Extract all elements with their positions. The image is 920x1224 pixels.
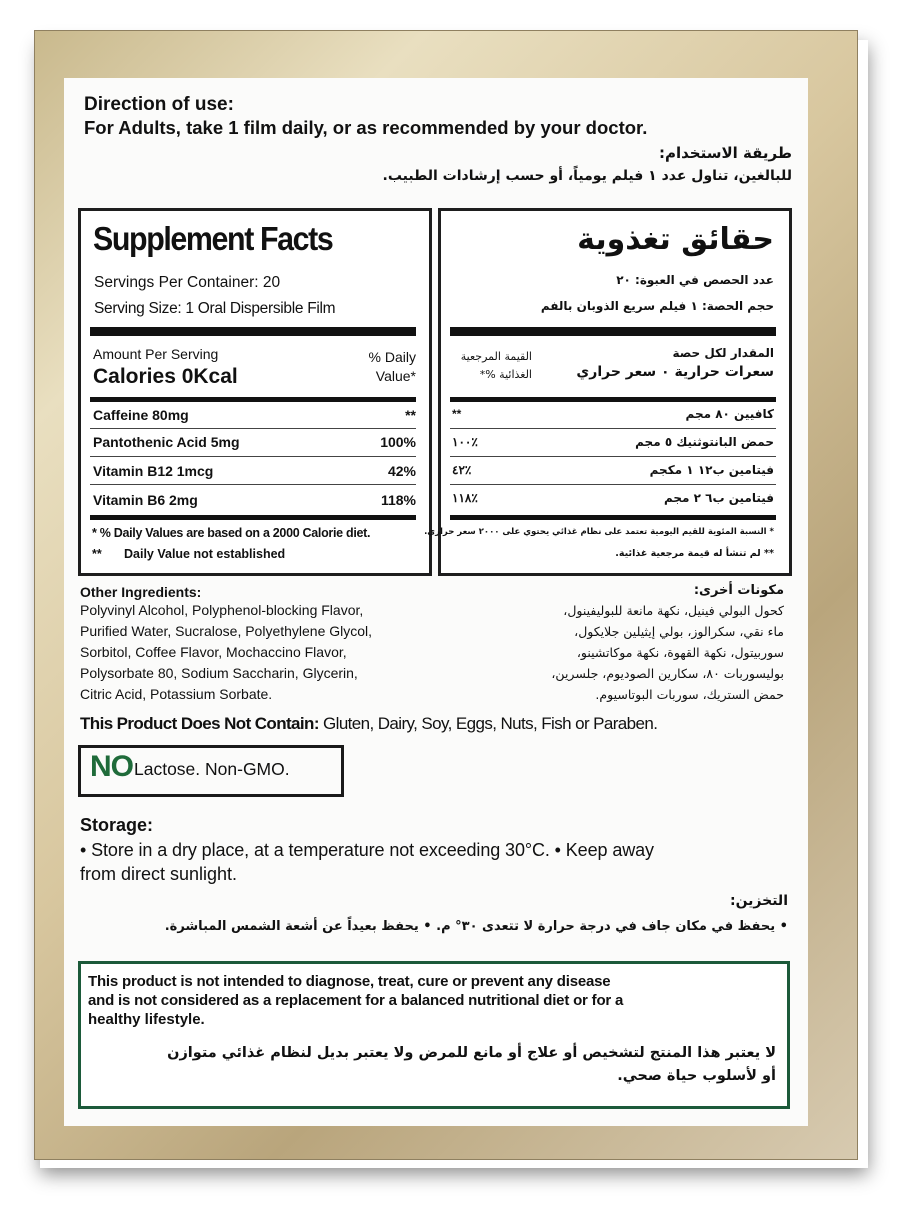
nutrient-dv-en: 42% [387,463,416,479]
supplement-facts-en [78,208,432,576]
serving-size-ar: حجم الحصة: ١ فيلم سريع الذوبان بالفم [540,299,774,313]
does-not-contain [80,714,657,734]
facts-bottom-rule-ar [450,515,776,520]
does-not-contain-items: Gluten, Dairy, Soy, Eggs, Nuts, Fish or Paraben. [323,714,658,733]
nutrient-name-ar: كافيين ٨٠ مجم [685,407,774,421]
nutrient-dv-ar: ١٠٠٪ [452,435,478,449]
nutrient-name-ar: فيتامين ب٦ ٢ مجم [663,491,774,505]
disclaimer-ar-line-1: لا يعتبر هذا المنتج لتشخيص أو علاج أو مانع للمرض ولا يعتبر بديل لنظام غذائي متوازن [167,1045,776,1061]
disclaimer-en-line-3: healthy lifestyle. [88,1011,205,1028]
facts-medium-rule-en [90,397,416,402]
ingredients-line-en: Citric Acid, Potassium Sorbate. [80,686,273,702]
ingredients-title-ar: مكونات أخرى: [693,583,784,598]
badge-no: NO [90,750,133,783]
disclaimer-en-line-1: This product is not intended to diagnose, treat, cure or prevent any disease [88,973,611,990]
storage-title-ar: التخزين: [729,893,788,909]
directions-title-ar: طريقة الاستخدام: [658,144,792,162]
amount-per-serving-en: Amount Per Serving [93,346,219,362]
calories-en: Calories 0Kcal [93,365,238,388]
facts-title-en: Supplement Facts [93,220,333,257]
directions-title: Direction of use: [84,94,234,115]
facts-thick-rule-en [90,327,416,336]
ingredients-line-ar: سوربيتول، نكهة القهوة، نكهة موكاتشينو، [576,645,784,660]
does-not-contain-label: This Product Does Not Contain: [80,714,319,733]
disclaimer-en-line-2: and is not considered as a replacement for a balanced nutritional diet or for a [88,992,624,1009]
calories-ar: سعرات حرارية ٠ سعر حراري [576,364,774,380]
ingredients-title-en: Other Ingredients: [80,584,202,600]
nutrient-dv-en: ** [405,407,416,423]
ingredients-line-ar: بوليسوربات ٨٠، سكارين الصوديوم، جلسرين، [551,666,784,681]
badge-text: Lactose. Non-GMO. [134,759,290,779]
nutrient-dv-en: 118% [380,492,416,508]
supplement-facts-ar [424,208,792,576]
nutrient-dv-ar: ١١٨٪ [452,491,478,505]
footnote-2-mark-en: ** [92,547,102,561]
storage-title: Storage: [80,815,154,835]
footnote-1-ar: * النسبة المئوية للقيم اليومية تعتمد على نظام غذائي يحتوي على ٢٠٠٠ سعر حراري. [424,527,774,537]
nutrient-dv-en: 100% [380,434,416,450]
nutrient-name-en: Caffeine 80mg [93,407,189,423]
storage-line-2: from direct sunlight. [80,864,238,884]
servings-per-container-ar: عدد الحصص في العبوة: ٢٠ [616,273,774,287]
ingredients-line-en: Polysorbate 80, Sodium Saccharin, Glycerin, [80,665,358,681]
directions-text-ar: للبالغين، تناول عدد ١ فيلم يومياً، أو حسب إرشادات الطبيب. [382,168,792,184]
row-divider [450,456,776,457]
nutrient-name-en: Vitamin B12 1mcg [93,463,214,479]
directions-text: For Adults, take 1 film daily, or as recommended by your doctor. [84,117,648,138]
nutrient-dv-ar: ** [452,407,462,421]
facts-title-ar: حقائق تغذوية [577,222,774,257]
nutrient-name-en: Vitamin B6 2mg [93,492,198,508]
footnote-2-en: Daily Value not established [124,547,286,561]
footnote-2-ar: ** لم تنشأ له قيمة مرجعية غذائية. [615,548,774,559]
dv-header-ar: القيمة المرجعية الغذائية %* [460,350,532,381]
ingredients-line-en: Polyvinyl Alcohol, Polyphenol-blocking Flavor, [80,602,364,618]
dv-header-en: % Daily Value* [368,349,416,384]
nutrient-name-en: Pantothenic Acid 5mg [93,434,240,450]
ingredients-line-ar: كحول البولي فينيل، نكهة مانعة للبوليفينول، [563,603,784,618]
facts-bottom-rule-en [90,515,416,520]
row-divider [450,484,776,485]
ingredients-line-en: Sorbitol, Coffee Flavor, Mochaccino Flavor, [80,644,347,660]
facts-thick-rule-ar [450,327,776,336]
amount-per-serving-ar: المقدار لكل حصة [672,346,774,360]
ingredients-line-ar: حمض الستريك، سوربات البوتاسيوم. [595,687,784,702]
row-divider [90,484,416,485]
nutrient-dv-ar: ٤٢٪ [452,463,472,477]
storage-text-ar: • يحفظ في مكان جاف في درجة حرارة لا تتعدى ٣٠° م. • يحفظ بعيداً عن أشعة الشمس المباشرة. [164,919,788,934]
row-divider [90,428,416,429]
storage-line-1: • Store in a dry place, at a temperature not exceeding 30°C. • Keep away [80,840,654,860]
servings-per-container-en: Servings Per Container: 20 [94,274,281,291]
nutrient-name-ar: فيتامين ب١٢ ١ مكجم [649,463,774,477]
row-divider [450,428,776,429]
disclaimer-ar-line-2: أو لأسلوب حياة صحي. [617,1068,776,1084]
ingredients-line-ar: ماء نقي، سكرالوز، بولي إيثيلين جلايكول، [574,624,784,639]
serving-size-en: Serving Size: 1 Oral Dispersible Film [94,300,336,317]
nutrient-name-ar: حمض البانتوثنيك ٥ مجم [635,435,774,449]
facts-medium-rule-ar [450,397,776,402]
footnote-1-en: * % Daily Values are based on a 2000 Calorie diet. [92,526,371,540]
row-divider [90,456,416,457]
ingredients-line-en: Purified Water, Sucralose, Polyethylene Glycol, [80,623,373,639]
